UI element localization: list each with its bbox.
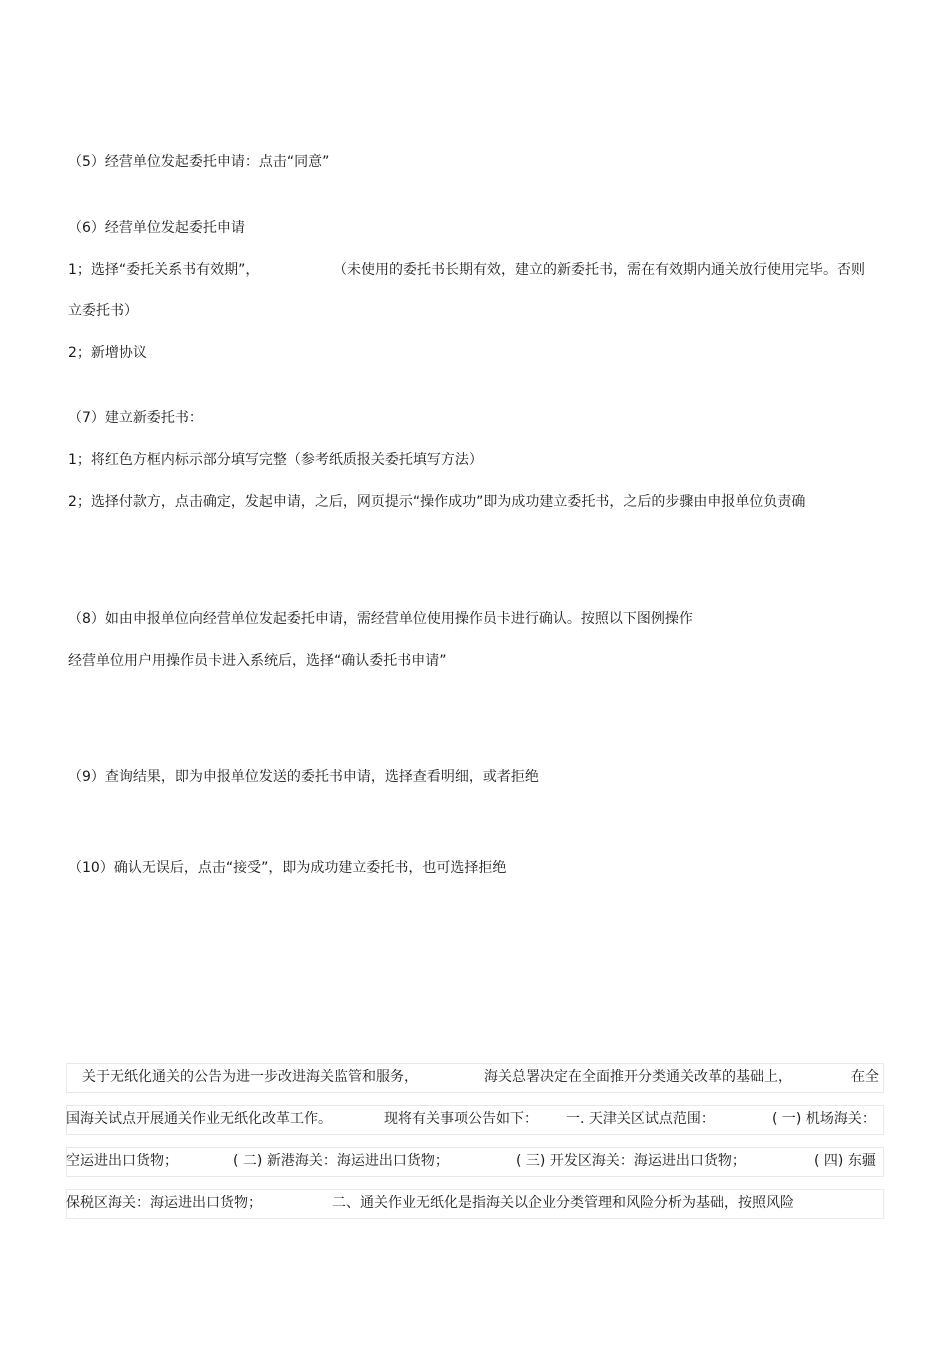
step-7-item-1: 1；将红色方框内标示部分填写完整（参考纸质报关委托填写方法） [68, 452, 483, 468]
notice-row-3-b: ( 二) 新港海关：海运进出口货物； [233, 1153, 449, 1169]
step-6-item-1-note: （未使用的委托书长期有效，建立的新委托书，需在有效期内通关放行使用完毕。否则 [333, 262, 865, 278]
step-7: （7）建立新委托书： [68, 410, 203, 426]
step-6-item-2: 2；新增协议 [68, 345, 147, 361]
notice-row-3 [66, 1147, 884, 1177]
customs-notice [66, 1063, 884, 1221]
step-8: （8）如由申报单位向经营单位发起委托申请，需经营单位使用操作员卡进行确认。按照以下图例操作 [68, 611, 693, 627]
step-5: （5）经营单位发起委托申请：点击“同意” [68, 154, 330, 170]
notice-row-4-a: 保税区海关：海运进出口货物； [66, 1195, 262, 1211]
step-6-item-1-note-cont: 立委托书） [68, 303, 138, 319]
step-6: （6）经营单位发起委托申请 [68, 220, 245, 236]
step-8-item-1: 经营单位用户用操作员卡进入系统后，选择“确认委托书申请” [68, 653, 447, 669]
step-6-item-1-label: 1；选择“委托关系书有效期”， [68, 262, 260, 278]
notice-row-1-b: 海关总署决定在全面推开分类通关改革的基础上， [484, 1069, 792, 1085]
notice-row-3-a: 空运进出口货物； [66, 1153, 178, 1169]
notice-row-2-a: 国海关试点开展通关作业无纸化改革工作。 [66, 1111, 332, 1127]
step-10: （10）确认无误后，点击“接受”，即为成功建立委托书，也可选择拒绝 [68, 860, 507, 876]
notice-row-2-c: 一. 天津关区试点范围： [566, 1111, 715, 1127]
step-7-item-2: 2；选择付款方，点击确定，发起申请，之后，网页提示“操作成功”即为成功建立委托书，之后的步骤由申报单位负责确 [68, 494, 806, 510]
notice-row-4-b: 二、通关作业无纸化是指海关以企业分类管理和风险分析为基础，按照风险 [332, 1195, 794, 1211]
notice-row-3-d: ( 四) 东疆 [814, 1153, 876, 1169]
notice-row-3-c: ( 三) 开发区海关：海运进出口货物； [516, 1153, 746, 1169]
notice-row-2-b: 现将有关事项公告如下： [384, 1111, 538, 1127]
notice-row-1-a: 关于无纸化通关的公告为进一步改进海关监管和服务， [82, 1069, 418, 1085]
step-9: （9）查询结果，即为申报单位发送的委托书申请，选择查看明细，或者拒绝 [68, 769, 539, 785]
notice-row-2-d: ( 一) 机场海关： [772, 1111, 876, 1127]
notice-row-1-c: 在全 [851, 1069, 879, 1085]
